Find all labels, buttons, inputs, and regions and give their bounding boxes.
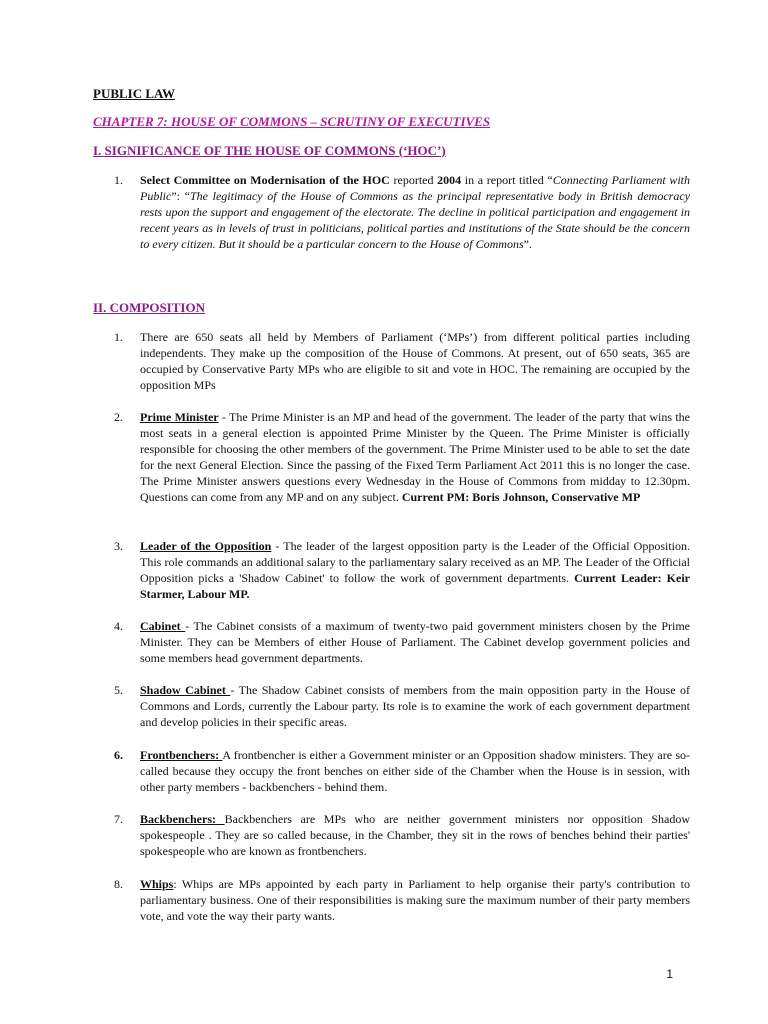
term-label: Cabinet [140, 619, 186, 633]
item-body: There are 650 seats all held by Members of Parliament (‘MPs’) from different political parties including independents. They make up the composition of the House of Commons. At present, out of 650 seats, 365 are occupied by Conservative Party MPs who are eligible to sit and vote in HOC. The remaining are occupied by the opposition MPs [140, 330, 690, 392]
item-body: Backbenchers are MPs who are neither government ministers nor opposition Shadow spokespeople . They are so called because, in the Chamber, they sit in the rows of benches behind their parties' spokespeople who are known as frontbenchers. [140, 812, 691, 858]
item-text [140, 811, 690, 859]
term-label: Backbenchers: [140, 812, 225, 826]
committee-name: Select Committee on Modernisation of the HOC [140, 173, 390, 187]
item-number: 7. [114, 812, 123, 826]
chapter-heading: CHAPTER 7: HOUSE OF COMMONS – SCRUTINY OF EXECUTIVES [93, 114, 491, 129]
item-number: 4. [114, 619, 123, 633]
text-fragment: ”. [523, 237, 532, 251]
section-heading-composition: II. COMPOSITION [93, 300, 205, 315]
report-title: Connecting Parliament with Public [140, 173, 690, 203]
term-label: Prime Minister [140, 410, 219, 424]
item-text [140, 172, 690, 252]
item-text [140, 876, 690, 924]
item-number: 5. [114, 683, 123, 697]
item-number: 6. [114, 748, 123, 762]
current-holder: Current Leader: Keir Starmer, Labour MP. [140, 571, 690, 601]
text-fragment: in a report titled “ [461, 173, 553, 187]
text-fragment: reported [389, 173, 438, 187]
document-title: PUBLIC LAW [93, 86, 175, 101]
page-number: 1 [666, 967, 673, 981]
report-quote: The legitimacy of the House of Commons as the principal representative body in British democracy rests upon the support and engagement of the electorate. The decline in political participation and engagement in recent years as in levels of trust in politicians, political parties and institutions of the State should be the concern to every citizen. But it should be a particular concern to the House of Commons [140, 189, 690, 251]
current-holder: Current PM: Boris Johnson, Conservative MP [401, 490, 641, 504]
item-number: 8. [114, 877, 123, 891]
item-number: 2. [114, 410, 123, 424]
item-number: 3. [114, 539, 123, 553]
text-fragment: ”: “ [171, 189, 190, 203]
term-label: Whips [140, 877, 174, 891]
item-text [140, 747, 690, 795]
report-year: 2004 [437, 173, 462, 187]
item-body: - The Cabinet consists of a maximum of twenty-two paid government ministers chosen by the Prime Minister. They can be Members of either House of Parliament. The Cabinet develop government policies and some members head government departments. [140, 619, 691, 665]
item-text [140, 329, 690, 393]
item-body: - The Shadow Cabinet consists of members from the main opposition party in the House of Commons and Lords, currently the Labour party. Its role is to examine the work of each government department and develop policies in their specific areas. [140, 683, 691, 729]
item-text [140, 618, 690, 666]
term-label: Shadow Cabinet [140, 683, 231, 697]
item-number: 1. [114, 173, 123, 187]
item-text [140, 682, 690, 730]
item-body: - The Prime Minister is an MP and head of the government. The leader of the party that wins the most seats in a general election is appointed Prime Minister by the Queen. The Prime Minister is officially responsible for choosing the other members of the government. The Prime Minister used to be able to set the date for the next General Election. Since the passing of the Fixed Term Parliament Act 2011 this is no longer the case. The Prime Minister answers questions every Wednesday in the House of Commons from midday to 12.30pm. Questions can come from any MP and on any subject. [140, 410, 690, 504]
item-body: : Whips are MPs appointed by each party in Parliament to help organise their party's contribution to parliamentary business. One of their responsibilities is making sure the maximum number of their party members vote, and vote the way their party wants. [140, 877, 690, 923]
item-text [140, 409, 690, 505]
term-label: Frontbenchers: [140, 748, 223, 762]
item-text [140, 538, 690, 602]
item-number: 1. [114, 330, 123, 344]
section-heading-significance: I. SIGNIFICANCE OF THE HOUSE OF COMMONS (‘HOC’) [93, 143, 446, 158]
item-body: A frontbencher is either a Government minister or an Opposition shadow ministers. They are so-called because they occupy the front benches on either side of the Chamber when the House is in session, with other party members - backbenchers - behind them. [140, 748, 690, 794]
item-body: - The leader of the largest opposition party is the Leader of the Official Opposition. This role commands an additional salary to the parliamentary salary received as an MP. The Leader of the Official Opposition picks a 'Shadow Cabinet' to follow the work of government departments. [140, 539, 690, 585]
term-label: Leader of the Opposition [140, 539, 272, 553]
